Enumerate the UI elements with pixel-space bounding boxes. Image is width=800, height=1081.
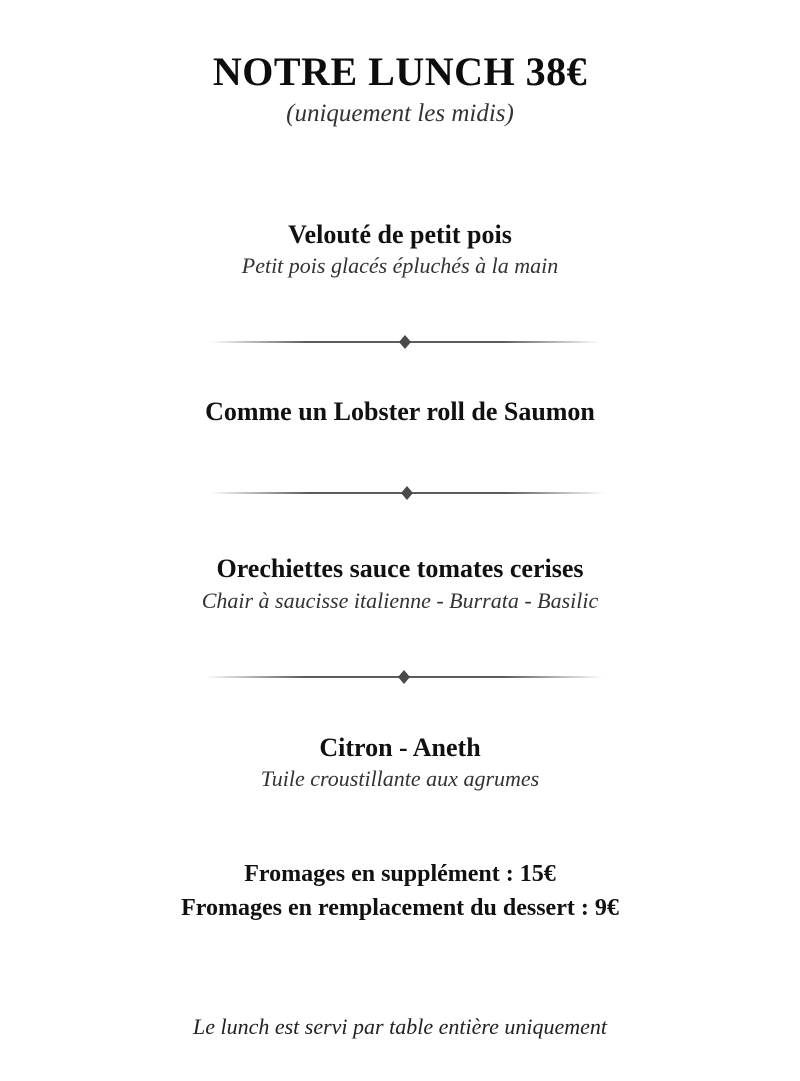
cheese-supplement: Fromages en supplément : 15€ bbox=[244, 861, 556, 887]
course-description: Tuile croustillante aux agrumes bbox=[260, 766, 540, 791]
course-name: Velouté de petit pois bbox=[288, 220, 512, 249]
menu-title: NOTRE LUNCH 38€ bbox=[212, 49, 588, 94]
course-name: Orechiettes sauce tomates cerises bbox=[216, 554, 584, 583]
menu-subtitle: (uniquement les midis) bbox=[286, 100, 514, 127]
course-description: Chair à saucisse italienne - Burrata - Basilic bbox=[201, 588, 599, 613]
course-description: Petit pois glacés épluchés à la main bbox=[241, 253, 559, 278]
cheese-replacement: Fromages en remplacement du dessert : 9€ bbox=[181, 895, 619, 921]
diamond-divider-icon bbox=[210, 486, 605, 500]
footer-note: Le lunch est servi par table entière uniquement bbox=[192, 1014, 608, 1039]
course-name: Comme un Lobster roll de Saumon bbox=[205, 397, 595, 426]
diamond-divider-icon bbox=[210, 335, 600, 349]
diamond-divider-icon bbox=[205, 670, 603, 684]
course-name: Citron - Aneth bbox=[319, 733, 481, 762]
